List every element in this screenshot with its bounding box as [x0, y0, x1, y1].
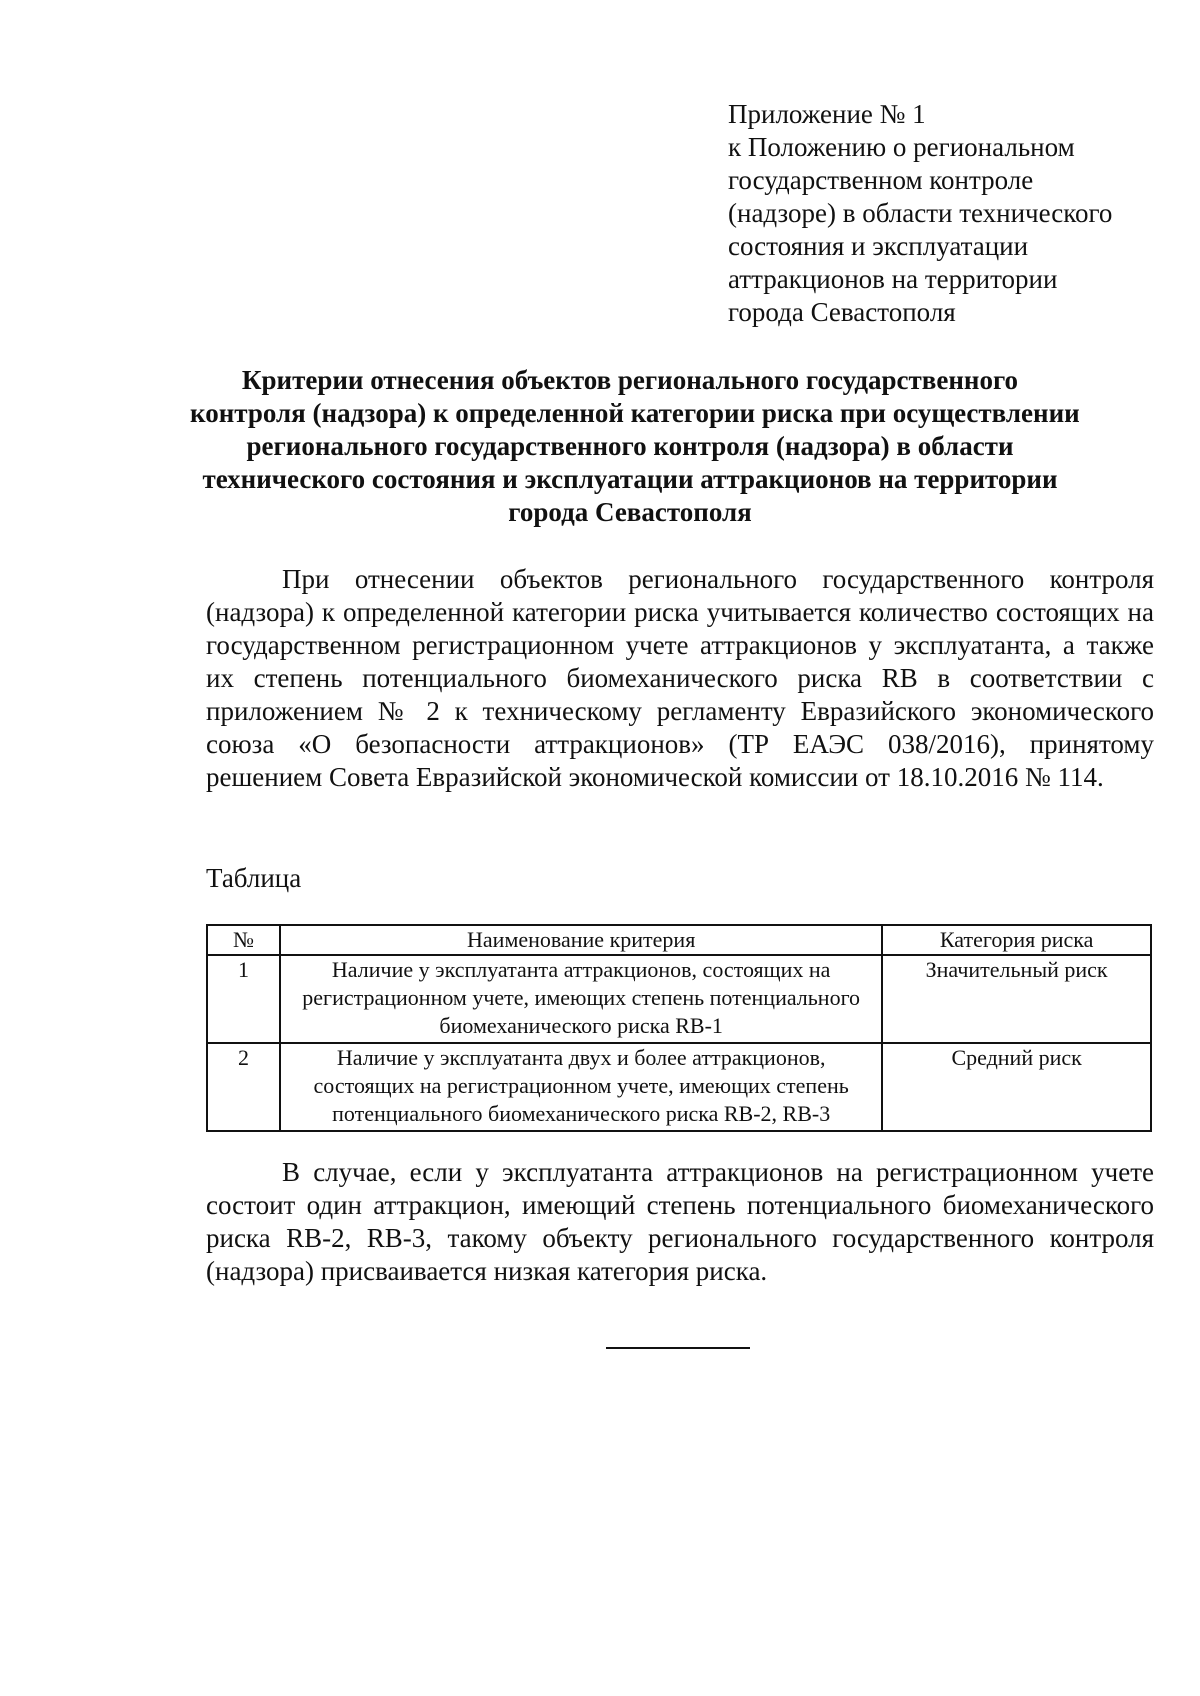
- row-category: Средний риск: [882, 1043, 1151, 1131]
- header-criterion: Наименование критерия: [280, 925, 882, 955]
- row-number: 2: [207, 1043, 280, 1131]
- criteria-table: [206, 924, 1152, 1132]
- annex-line: города Севастополя: [728, 297, 956, 327]
- table-row: [207, 1043, 1151, 1131]
- row-number: 1: [207, 955, 280, 1043]
- annex-line: государственном контроле: [728, 165, 1034, 195]
- document-title: [190, 364, 1080, 529]
- table-header-row: [207, 925, 1151, 955]
- end-divider: [606, 1347, 750, 1349]
- annex-line: (надзоре) в области технического: [728, 198, 1113, 228]
- header-number: №: [207, 925, 280, 955]
- title-line: регионального государственного контроля (надзора) в области: [246, 431, 1014, 461]
- title-line: технического состояния и эксплуатации аттракционов на территории: [202, 464, 1058, 494]
- closing-paragraph: В случае, если у эксплуатанта аттракционов на регистрационном учете состоит один аттракцион, имеющий степень потенциального биомеханического риска RB-2, RB-3, такому объекту регионального государственного контроля (надзора) присваивается низкая категория риска.: [206, 1157, 1154, 1286]
- intro-paragraph: При отнесении объектов регионального государственного контроля (надзора) к определенной категории риска учитывается количество состоящих на государственном регистрационном учете аттракционов у эксплуатанта, а также их степень потенциального биомеханического риска RB в соответствии с приложением № 2 к техническому регламенту Евразийского экономического союза «О безопасности аттракционов» (ТР ЕАЭС 038/2016), принятому решением Совета Евразийской экономической комиссии от 18.10.2016 № 114.: [206, 564, 1154, 792]
- annex-line: аттракционов на территории: [728, 264, 1058, 294]
- annex-line: к Положению о региональном: [728, 132, 1075, 162]
- title-line: контроля (надзора) к определенной категории риска при осуществлении: [190, 398, 1080, 428]
- title-line: города Севастополя: [508, 497, 752, 527]
- row-criterion: Наличие у эксплуатанта двух и более аттракционов, состоящих на регистрационном учете, имеющих степень потенциального биомеханического риска RB-2, RB-3: [280, 1043, 882, 1131]
- row-category: Значительный риск: [882, 955, 1151, 1043]
- annex-line: Приложение № 1: [728, 99, 926, 129]
- title-line: Критерии отнесения объектов регионального государственного: [241, 365, 1019, 395]
- row-criterion: Наличие у эксплуатанта аттракционов, состоящих на регистрационном учете, имеющих степень потенциального биомеханического риска RB-1: [280, 955, 882, 1043]
- annex-line: состояния и эксплуатации: [728, 231, 1029, 261]
- header-category: Категория риска: [882, 925, 1151, 955]
- table-row: [207, 955, 1151, 1043]
- table-caption: Таблица: [206, 863, 302, 893]
- annex-header: [728, 98, 1158, 329]
